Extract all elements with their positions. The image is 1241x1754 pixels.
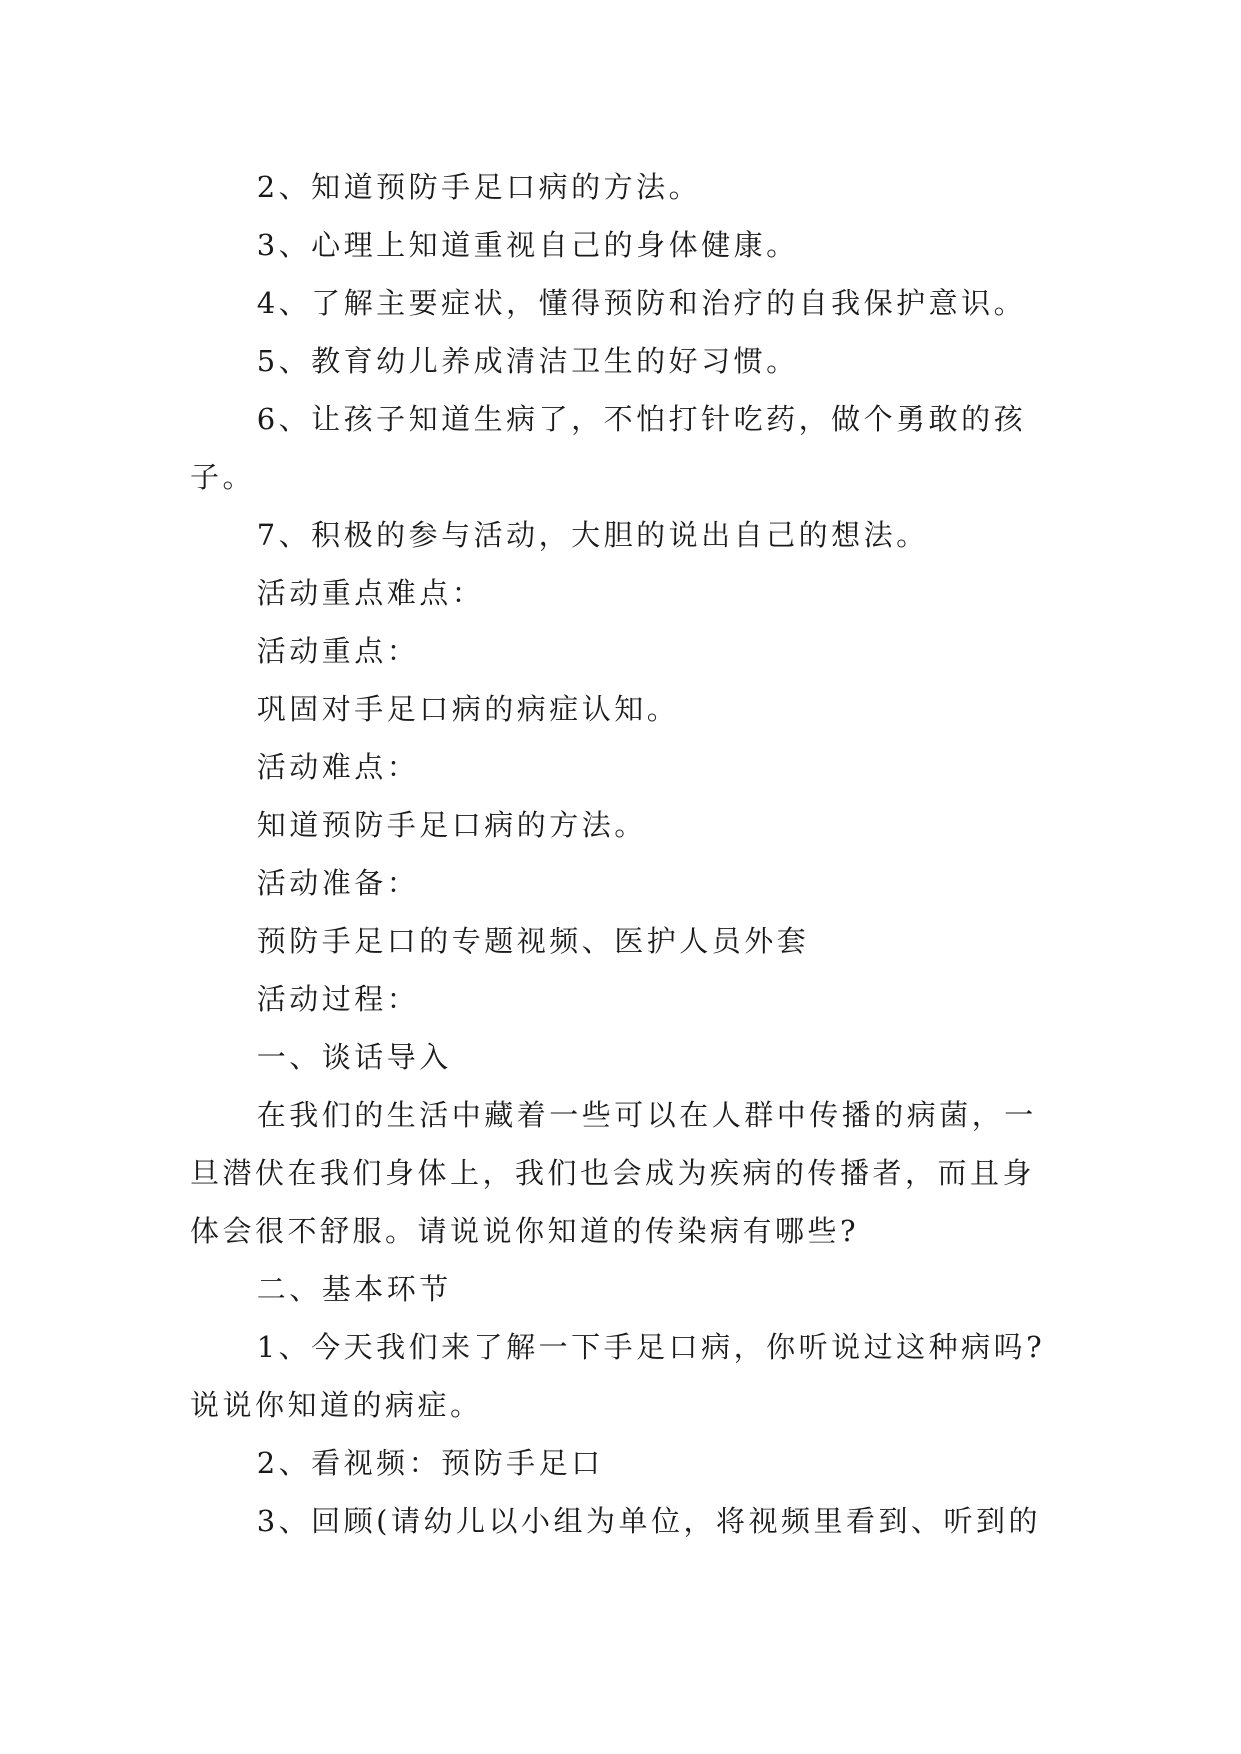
paragraph: 4、了解主要症状，懂得预防和治疗的自我保护意识。 bbox=[256, 286, 1027, 320]
section-heading: 二、基本环节 bbox=[256, 1272, 452, 1306]
paragraph: 3、心理上知道重视自己的身体健康。 bbox=[256, 228, 799, 262]
paragraph: 7、积极的参与活动，大胆的说出自己的想法。 bbox=[256, 518, 929, 552]
paragraph: 知道预防手足口病的方法。 bbox=[256, 808, 647, 842]
section-heading: 活动重点： bbox=[256, 634, 420, 668]
paragraph: 巩固对手足口病的病症认知。 bbox=[256, 692, 680, 726]
paragraph: 2、知道预防手足口病的方法。 bbox=[256, 170, 702, 204]
section-heading: 活动难点： bbox=[256, 750, 420, 784]
section-heading: 活动准备： bbox=[256, 866, 420, 900]
paragraph: 6、让孩子知道生病了，不怕打针吃药，做个勇敢的孩子。 bbox=[190, 402, 1027, 494]
paragraph: 5、教育幼儿养成清洁卫生的好习惯。 bbox=[256, 344, 799, 378]
section-heading: 一、谈话导入 bbox=[256, 1040, 452, 1074]
paragraph: 在我们的生活中藏着一些可以在人群中传播的病菌，一旦潜伏在我们身体上，我们也会成为疾病的传播者，而且身体会很不舒服。请说说你知道的传染病有哪些? bbox=[190, 1098, 1037, 1248]
paragraph: 3、回顾(请幼儿以小组为单位，将视频里看到、听到的 bbox=[256, 1504, 1041, 1538]
paragraph: 预防手足口的专题视频、医护人员外套 bbox=[256, 924, 810, 958]
section-heading: 活动重点难点： bbox=[256, 576, 485, 610]
document-body bbox=[190, 158, 1050, 1550]
section-heading: 活动过程： bbox=[256, 982, 420, 1016]
paragraph: 1、今天我们来了解一下手足口病，你听说过这种病吗?说说你知道的病症。 bbox=[190, 1330, 1046, 1422]
paragraph: 2、看视频：预防手足口 bbox=[256, 1446, 604, 1480]
